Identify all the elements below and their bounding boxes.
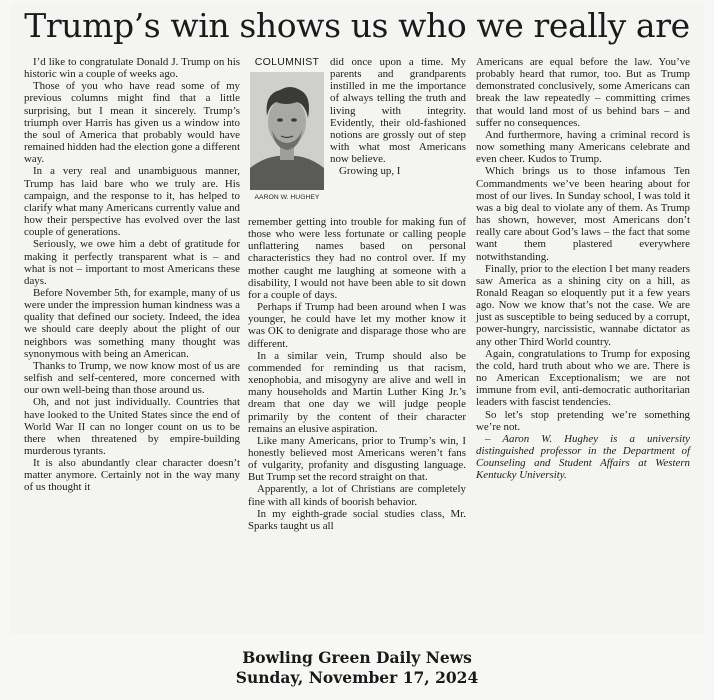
author-bio-text: – Aaron W. Hughey is a university distinguished professor in the Department of Counseling and Student Affairs at Western Kentucky University. <box>476 432 690 482</box>
article-column-1 <box>24 56 240 494</box>
paragraph: Like many Americans, prior to Trump’s win, I honestly believed most Americans weren’t fans of vulgarity, profanity and disgusting language. But Trump set the record straight on that. <box>248 434 466 484</box>
paragraph: Before November 5th, for example, many of us were under the impression human kindness was a quality that defined our society. Indeed, the idea we should care deeply about the plight of our neighbors was something many thought was synonymous with being an American. <box>24 286 240 360</box>
columnist-photo <box>250 72 324 190</box>
column-2-body <box>248 216 466 532</box>
column-wrap-text <box>330 56 466 178</box>
paragraph: I’d like to congratulate Donald J. Trump on his historic win a couple of weeks ago. <box>24 56 240 81</box>
paragraph: In my eighth-grade social studies class, Mr. Sparks taught us all <box>248 507 466 532</box>
paragraph: did once upon a time. My parents and grandparents instilled in me the importance of always telling the truth and living with integrity. Evidently, their old-fashioned notions are grossly out of step with what most Americans now believe. <box>330 56 466 166</box>
headline: Trump’s win shows us who we really are <box>24 6 690 45</box>
paragraph: It is also abundantly clear character doesn’t matter anymore. Certainly not in the way many of us thought it <box>24 457 240 494</box>
paragraph: remember getting into trouble for making fun of those who were less fortunate or calling people unflattering names based on personal characteristics they had no control over. If my mother caught me laughing at someone with a disability, I would not have been able to sit down for a couple of days. <box>248 216 466 301</box>
paragraph: And furthermore, having a criminal record is now something many Americans celebrate and even cheer. Kudos to Trump. <box>476 128 690 166</box>
paragraph: Americans are equal before the law. You’ve probably heard that rumor, too. But as Trump demonstrated conclusively, some Americans can break the law repeatedly – committing crimes that would land most of us behind bars – and suffer no consequences. <box>476 56 690 129</box>
paragraph: Seriously, we owe him a debt of gratitude for making it perfectly transparent what is – and what is not – important to most Americans these days. <box>24 238 240 287</box>
newspaper-clipping <box>10 4 704 634</box>
paragraph: In a very real and unambiguous manner, Trump has laid bare who we truly are. His campaign, and the response to it, has helped to clarify what many Americans currently value and how their perspective has evolved over the last couple of generations. <box>24 165 240 239</box>
paragraph: Growing up, I <box>339 165 401 178</box>
paragraph: Those of you who have read some of my previous columns might find that a little surprising, but I mean it sincerely. Trump’s triumph over Harris has given us a window into the soul of America that probably would have remained hidden had the election gone a different way. <box>24 80 241 166</box>
author-bio <box>476 433 690 482</box>
paragraph: Perhaps if Trump had been around when I was younger, he could have let my mother know it was OK to denigrate and disparage those who are different. <box>248 301 466 350</box>
paragraph: Which brings us to those infamous Ten Commandments we’ve been hearing about for most of our lives. In Sunday school, I was told it was a big deal to violate any of them. As Trump has shown, however, most Americans don’t really care about God’s laws – the fact that some want them plastered everywhere notwithstanding. <box>476 165 690 263</box>
paragraph: Again, congratulations to Trump for exposing the cold, hard truth about who we are. There is no American Exceptionalism; we are not immune from evil, anti-democratic authoritarian leaders with fascist tendencies. <box>476 347 690 409</box>
paragraph: In a similar vein, Trump should also be commended for reminding us that racism, xenophobia, and misogyny are alive and well in many households and Martin Luther King Jr.’s dream that one day we will judge people primarily by the content of their character remains an elusive aspiration. <box>248 349 466 435</box>
paragraph: Apparently, a lot of Christians are completely fine with all kinds of boorish behavior. <box>248 483 466 508</box>
publication-date: Sunday, November 17, 2024 <box>235 668 479 687</box>
paragraph: Oh, and not just individually. Countries that have looked to the United States since the end of World War II can no longer count on us to be there when threatened by empire-building murderous tyrants. <box>24 396 240 457</box>
paragraph: So let’s stop pretending we’re something we’re not. <box>476 408 690 433</box>
columnist-label: COLUMNIST <box>254 56 320 68</box>
source-caption <box>0 648 714 688</box>
paragraph: Finally, prior to the election I bet many readers saw America as a shining city on a hill, as Ronald Reagan so eloquently put it a few years ago. Now we know that’s not the case. We are just as susceptible to being seduced by a corrupt, power-hungry, narcissistic, wannabe dictator as any other Third World country. <box>476 262 690 348</box>
photo-caption: AARON W. HUGHEY <box>254 194 320 201</box>
article-column-3 <box>476 56 690 481</box>
newspaper-name: Bowling Green Daily News <box>242 648 472 667</box>
columnist-box <box>248 56 326 204</box>
paragraph: Thanks to Trump, we now know most of us are selfish and self-centered, more concerned with our own well-being than those around us. <box>24 359 240 397</box>
